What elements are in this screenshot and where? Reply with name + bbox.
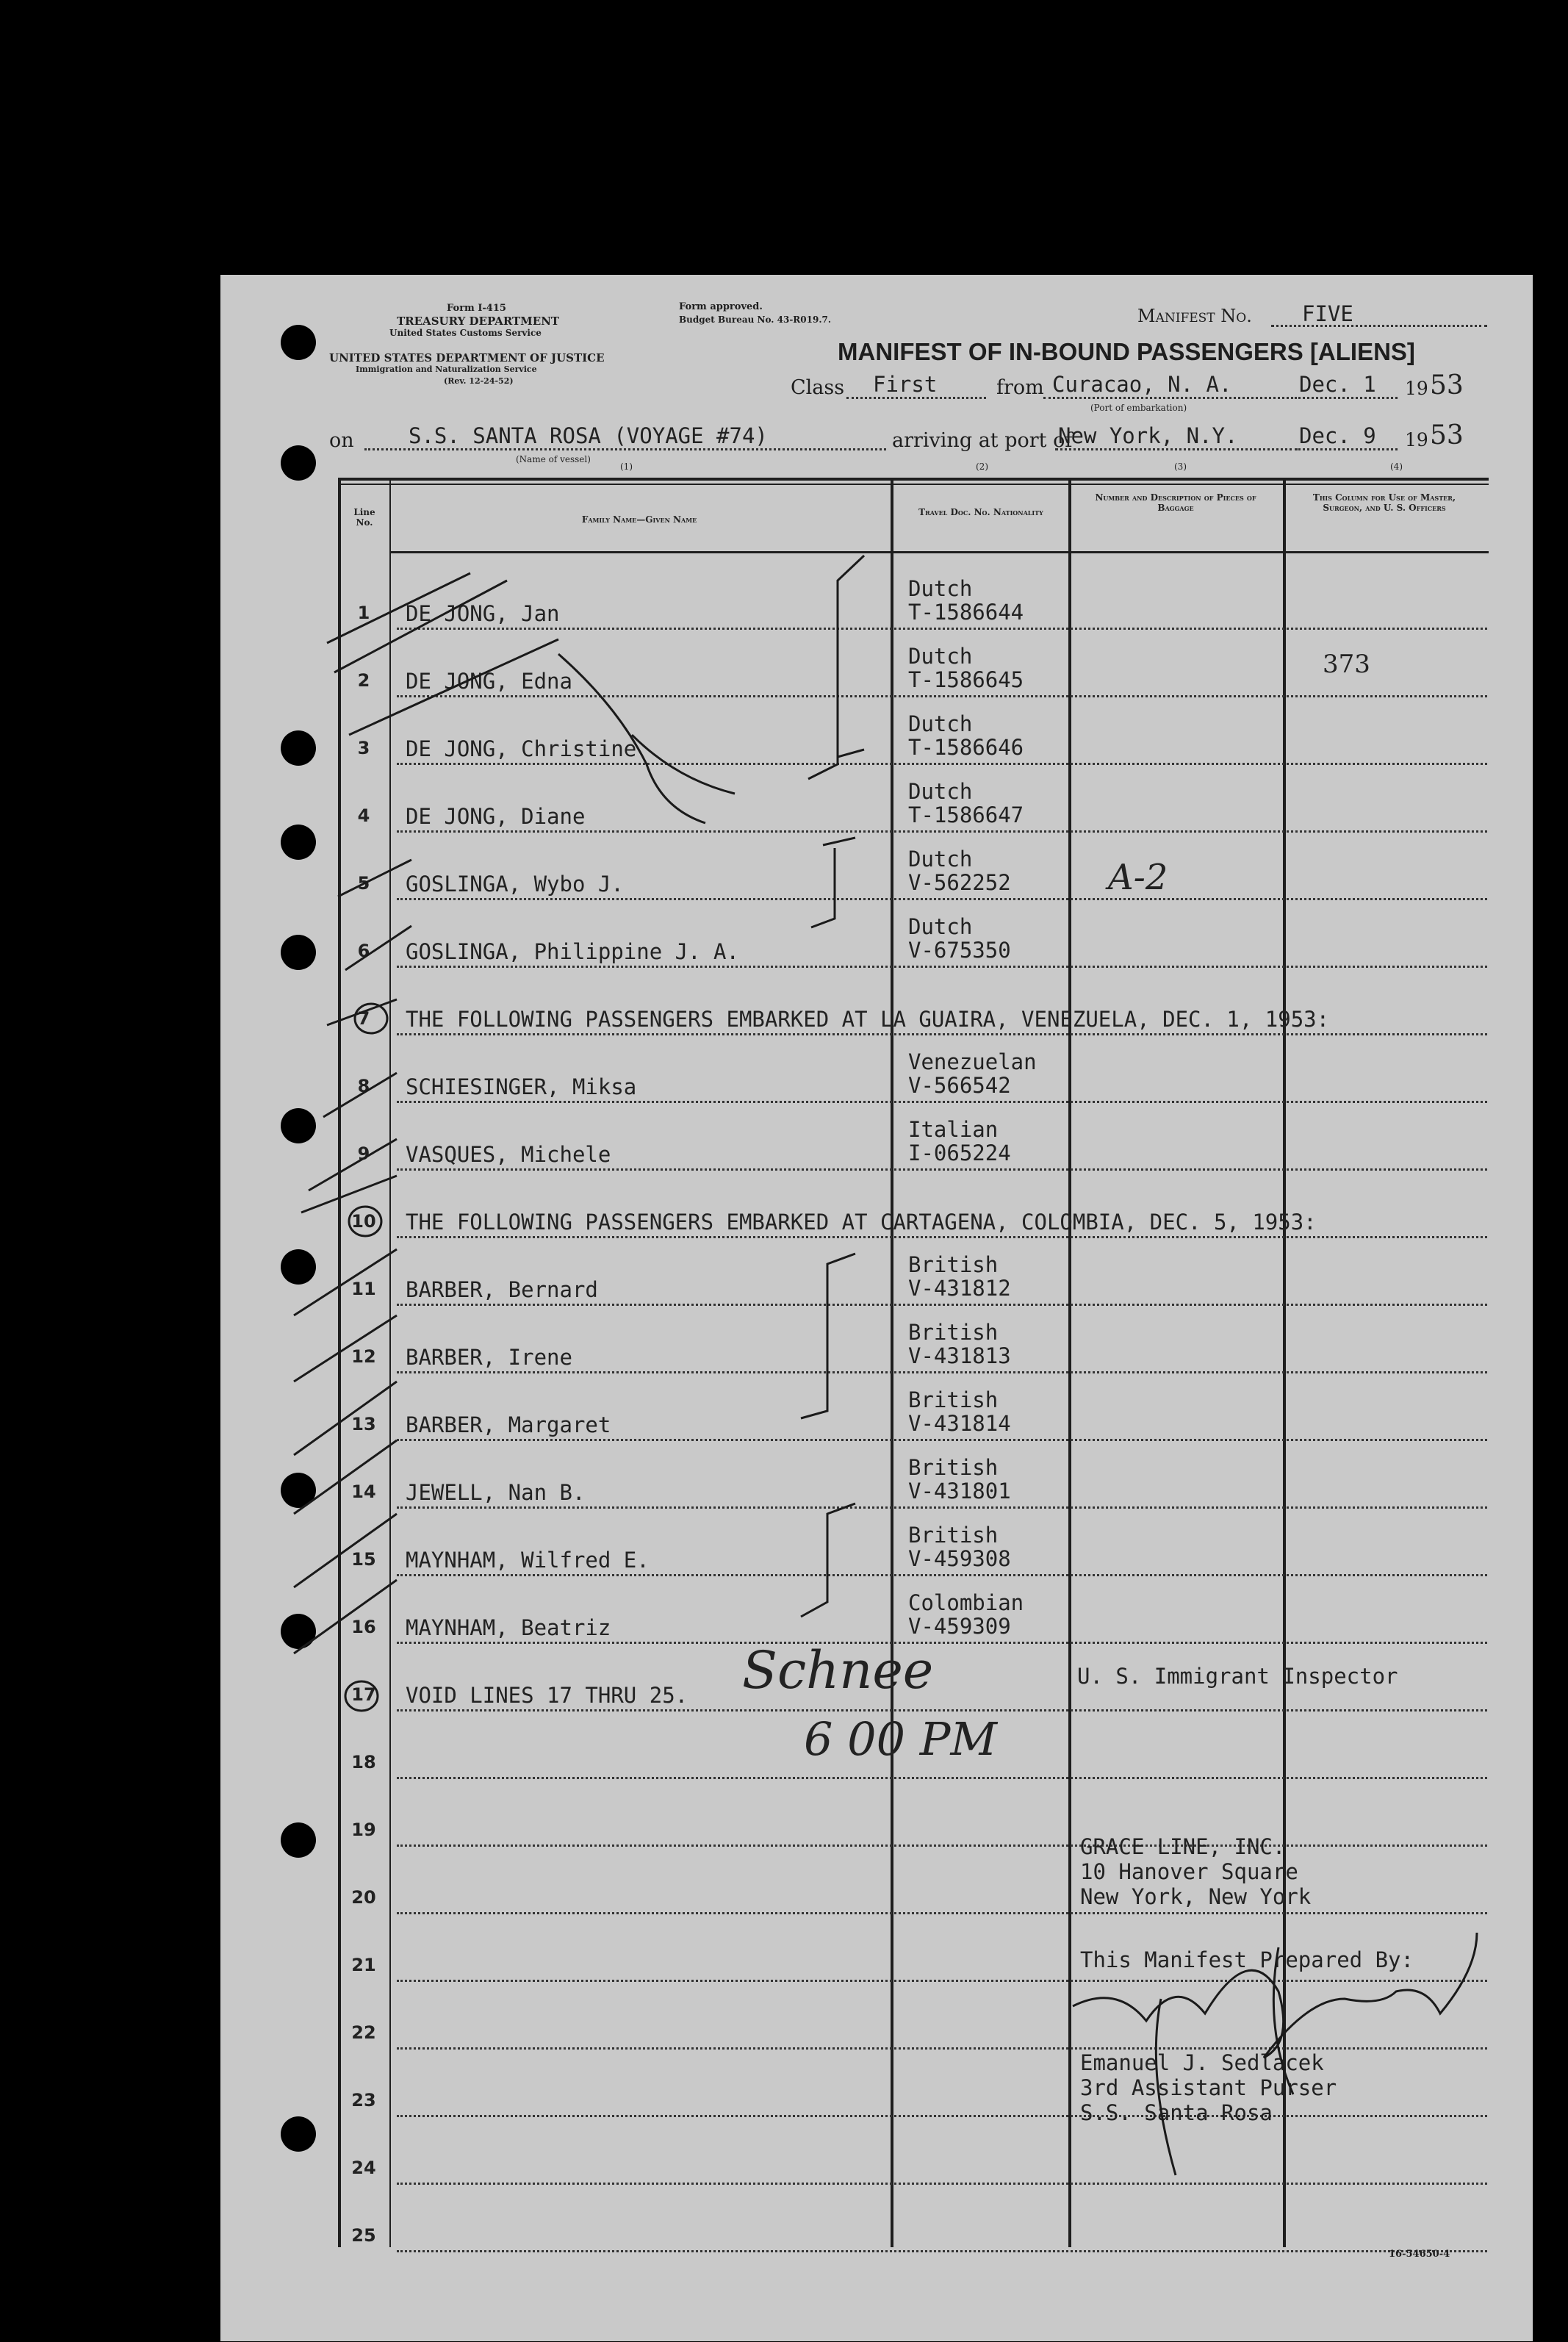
bracket-mark — [801, 1504, 855, 1617]
travel-doc-number: V-431813 — [908, 1343, 1011, 1368]
arrival-port: New York, N.Y. — [1058, 423, 1238, 448]
prepared-by-label: This Manifest Prepared By: — [1080, 1947, 1414, 1972]
nationality: British — [908, 1387, 999, 1412]
travel-doc-number: V-675350 — [908, 938, 1011, 963]
company-line-1: GRACE LINE, INC. — [1080, 1834, 1286, 1859]
tick-mark — [345, 926, 411, 970]
travel-doc-number: T-1586647 — [908, 802, 1024, 827]
col-num-2: (2) — [976, 461, 988, 472]
footer-code: 16-54650-4 — [1389, 2249, 1450, 2260]
line-number: 15 — [351, 1549, 376, 1570]
travel-doc-number: V-431812 — [908, 1276, 1011, 1301]
bracket-mark — [811, 848, 835, 927]
travel-doc-number: T-1586644 — [908, 600, 1024, 625]
nationality: British — [908, 1252, 999, 1277]
line-number: 1 — [357, 603, 370, 623]
nationality: Dutch — [908, 847, 973, 872]
passenger-name: THE FOLLOWING PASSENGERS EMBARKED AT CARTAGENA, COLOMBIA, DEC. 5, 1953: — [406, 1210, 1317, 1235]
travel-doc-number: I-065224 — [908, 1141, 1011, 1165]
revision: (Rev. 12-24-52) — [444, 376, 514, 386]
nationality: British — [908, 1455, 999, 1480]
passenger-name: DE JONG, Jan — [406, 601, 560, 626]
passenger-name: DE JONG, Diane — [406, 804, 586, 829]
officer-number-373: 373 — [1323, 650, 1370, 679]
travel-doc-number: T-1586646 — [908, 735, 1024, 760]
col-num-3: (3) — [1174, 461, 1187, 472]
line-number: 3 — [357, 738, 370, 758]
vessel-caption: (Name of vessel) — [516, 454, 591, 464]
bracket-mark — [838, 750, 864, 757]
manifest-no-value: FIVE — [1302, 301, 1353, 326]
travel-doc-number: V-562252 — [908, 870, 1011, 895]
line-number: 11 — [351, 1279, 376, 1299]
col-head-officers: This Column for Use of Master, Surgeon, and U. S. Officers — [1312, 492, 1456, 513]
ins-service: Immigration and Naturalization Service — [356, 364, 537, 374]
nationality: Dutch — [908, 644, 973, 669]
year2-prefix: 19 — [1405, 429, 1428, 450]
passenger-name: DE JONG, Edna — [406, 669, 572, 694]
preparer-name: Emanuel J. Sedlacek — [1080, 2050, 1324, 2075]
nationality: British — [908, 1523, 999, 1548]
tick-mark — [327, 573, 470, 643]
passenger-name: MAYNHAM, Wilfred E. — [406, 1548, 650, 1573]
from-value: Curacao, N. A. — [1052, 372, 1232, 397]
passenger-name: VASQUES, Michele — [406, 1142, 611, 1167]
line-number: 18 — [351, 1752, 376, 1772]
line-number: 17 — [351, 1684, 376, 1705]
line-number: 6 — [357, 941, 370, 961]
nationality: Italian — [908, 1117, 999, 1142]
tick-mark — [338, 860, 411, 897]
travel-doc-number: V-566542 — [908, 1073, 1011, 1098]
departure-date: Dec. 1 — [1299, 372, 1376, 397]
justice-dept: UNITED STATES DEPARTMENT OF JUSTICE — [329, 351, 605, 364]
travel-doc-number: V-431801 — [908, 1479, 1011, 1504]
col-head-line-no: Line No. — [353, 507, 375, 528]
arrival-date: Dec. 9 — [1299, 423, 1376, 448]
nationality: Dutch — [908, 711, 973, 736]
class-value: First — [873, 372, 938, 397]
on-label: on — [329, 429, 354, 452]
form-approved: Form approved. — [679, 301, 763, 312]
tick-mark — [294, 1580, 397, 1653]
preparer-ship: S.S. Santa Rosa — [1080, 2100, 1273, 2125]
line-number: 10 — [351, 1211, 376, 1232]
passenger-name: GOSLINGA, Wybo J. — [406, 872, 624, 897]
line-number: 2 — [357, 670, 370, 691]
circle-mark — [345, 1681, 378, 1711]
line-number: 19 — [351, 1820, 376, 1840]
inspector-time: 6 00 PM — [804, 1712, 997, 1766]
tick-mark — [301, 1176, 397, 1213]
year1: 53 — [1430, 370, 1464, 400]
company-line-2: 10 Hanover Square — [1080, 1859, 1298, 1884]
year1-prefix: 19 — [1405, 378, 1428, 399]
manifest-title: MANIFEST OF IN-BOUND PASSENGERS [ALIENS] — [838, 338, 1415, 365]
preparer-signature — [1156, 1999, 1176, 2175]
passenger-name: BARBER, Bernard — [406, 1277, 598, 1302]
preparer-signature — [1073, 1933, 1477, 2058]
form-number: Form I-415 — [447, 303, 506, 314]
tick-mark — [323, 1073, 397, 1117]
nationality: British — [908, 1320, 999, 1345]
passenger-name: JEWELL, Nan B. — [406, 1480, 586, 1505]
line-number: 9 — [357, 1143, 370, 1164]
year2: 53 — [1430, 420, 1464, 450]
passenger-name: VOID LINES 17 THRU 25. — [406, 1683, 688, 1708]
passenger-name: GOSLINGA, Philippine J. A. — [406, 939, 739, 964]
nationality: Dutch — [908, 914, 973, 939]
customs-service: United States Customs Service — [389, 328, 542, 338]
port-caption: (Port of embarkation) — [1090, 403, 1187, 413]
line-number: 20 — [351, 1887, 376, 1908]
nationality: Venezuelan — [908, 1049, 1037, 1074]
col-num-1: (1) — [620, 461, 633, 472]
line-number: 7 — [357, 1008, 370, 1029]
inspector-signature: Schnee — [742, 1640, 934, 1700]
scribble-mark — [558, 654, 705, 823]
vessel-name: S.S. SANTA ROSA (VOYAGE #74) — [409, 423, 768, 448]
tick-mark — [294, 1315, 397, 1382]
line-number: 25 — [351, 2225, 376, 2246]
line-number: 14 — [351, 1481, 376, 1502]
bracket-mark — [808, 556, 864, 779]
inspector-label: U. S. Immigrant Inspector — [1077, 1664, 1398, 1689]
circle-mark — [349, 1207, 381, 1236]
tick-mark — [294, 1382, 397, 1455]
col-num-4: (4) — [1390, 461, 1403, 472]
tick-mark — [294, 1440, 397, 1514]
class-label: Class — [791, 376, 845, 399]
line-number: 24 — [351, 2158, 376, 2178]
passenger-name: SCHIESINGER, Miksa — [406, 1074, 637, 1099]
nationality: Dutch — [908, 779, 973, 804]
line-number: 16 — [351, 1617, 376, 1637]
manifest-no-label: Manifest No. — [1137, 306, 1252, 326]
line-number: 5 — [357, 873, 370, 894]
line-number: 13 — [351, 1414, 376, 1434]
preparer-title: 3rd Assistant Purser — [1080, 2075, 1337, 2100]
bracket-mark — [801, 1254, 855, 1418]
col-head-baggage: Number and Description of Pieces of Baggage — [1095, 492, 1256, 513]
travel-doc-number: V-459309 — [908, 1614, 1011, 1639]
travel-doc-number: V-459308 — [908, 1546, 1011, 1571]
baggage-note-a2: A-2 — [1108, 857, 1168, 898]
passenger-name: MAYNHAM, Beatriz — [406, 1615, 611, 1640]
bracket-mark — [823, 838, 855, 845]
passenger-name: DE JONG, Christine — [406, 736, 637, 761]
nationality: Colombian — [908, 1590, 1024, 1615]
tick-mark — [294, 1514, 397, 1587]
tick-mark — [294, 1249, 397, 1315]
passenger-name: BARBER, Margaret — [406, 1412, 611, 1437]
tick-mark — [309, 1139, 397, 1190]
passenger-name: THE FOLLOWING PASSENGERS EMBARKED AT LA GUAIRA, VENEZUELA, DEC. 1, 1953: — [406, 1007, 1330, 1032]
treasury-dept: TREASURY DEPARTMENT — [397, 315, 560, 328]
line-number: 21 — [351, 1955, 376, 1975]
arriving-label: arriving at port of — [892, 429, 1073, 452]
company-line-3: New York, New York — [1080, 1884, 1312, 1909]
line-number: 23 — [351, 2090, 376, 2111]
travel-doc-number: T-1586645 — [908, 667, 1024, 692]
col-head-name: Family Name—Given Name — [581, 514, 697, 525]
nationality: Dutch — [908, 576, 973, 601]
passenger-name: BARBER, Irene — [406, 1345, 572, 1370]
line-number: 4 — [357, 805, 370, 826]
tick-mark — [349, 639, 558, 735]
travel-doc-number: V-431814 — [908, 1411, 1011, 1436]
line-number: 8 — [357, 1076, 370, 1096]
col-head-doc: Travel Doc. No. Nationality — [918, 507, 1043, 517]
budget-bureau: Budget Bureau No. 43-R019.7. — [679, 315, 832, 325]
line-number: 12 — [351, 1346, 376, 1367]
from-label: from — [996, 376, 1044, 399]
line-number: 22 — [351, 2022, 376, 2043]
